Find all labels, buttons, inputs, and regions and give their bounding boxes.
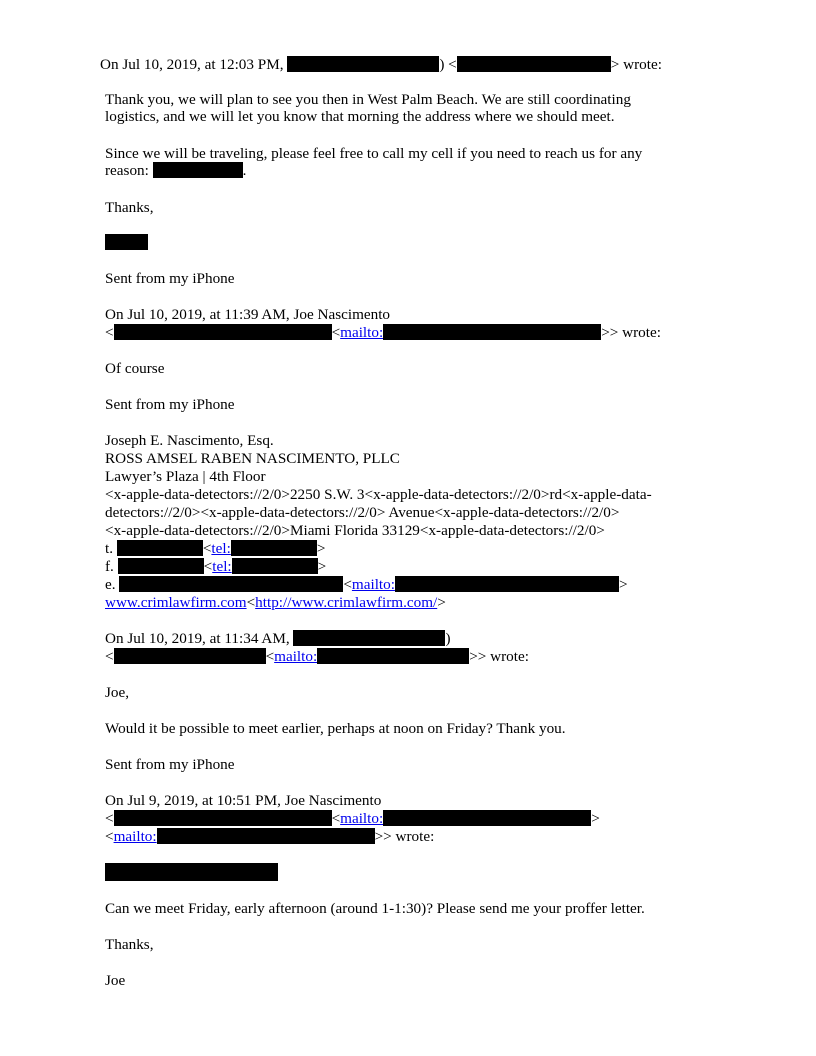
redaction-email — [317, 648, 469, 664]
signature-name: Joseph E. Nascimento, Esq. — [105, 432, 274, 449]
signature-address-line: <x-apple-data-detectors://2/0>2250 S.W. 3<x-apple-data-detectors://2/0>rd<x-apple-data- — [105, 486, 652, 503]
redaction-email — [119, 576, 343, 592]
email1-sent-from: Sent from my iPhone — [105, 270, 235, 287]
mailto-link[interactable]: mailto: — [113, 828, 157, 845]
mailto-link[interactable]: mailto: — [274, 648, 318, 665]
signature-suite: Lawyer’s Plaza | 4th Floor — [105, 468, 266, 485]
redaction-phone — [231, 540, 317, 556]
email3-header-address: < <mailto: >> wrote: — [105, 648, 529, 665]
email1-thanks: Thanks, — [105, 199, 154, 216]
email3-sent-from: Sent from my iPhone — [105, 756, 235, 773]
email3-body: Would it be possible to meet earlier, perhaps at noon on Friday? Thank you. — [105, 720, 566, 737]
email2-body: Of course — [105, 360, 165, 377]
mailto-link[interactable]: mailto: — [351, 576, 395, 593]
redaction-phone — [153, 162, 243, 178]
redaction-sender-name — [293, 630, 445, 646]
email1-body-line: Thank you, we will plan to see you then in West Palm Beach. We are still coordinating — [105, 91, 631, 108]
redaction-email — [395, 576, 619, 592]
signature-firm: ROSS AMSEL RABEN NASCIMENTO, PLLC — [105, 450, 400, 467]
signature-address-line: detectors://2/0><x-apple-data-detectors://2/0> Avenue<x-apple-data-detectors://2/0> — [105, 504, 620, 521]
email1-header: On Jul 10, 2019, at 12:03 PM, ) < > wrote: — [100, 56, 662, 73]
signature-website: www.crimlawfirm.com<http://www.crimlawfirm.com/> — [105, 594, 446, 611]
redaction-email — [114, 810, 332, 826]
redaction-fax — [232, 558, 318, 574]
email4-header-mailto: <mailto: >> wrote: — [105, 828, 435, 845]
website-link[interactable]: www.crimlawfirm.com — [105, 594, 247, 611]
email1-body-line: reason: . — [105, 162, 247, 179]
email4-thanks: Thanks, — [105, 936, 154, 953]
redaction-email — [383, 324, 601, 340]
signature-address-line: <x-apple-data-detectors://2/0>Miami Florida 33129<x-apple-data-detectors://2/0> — [105, 522, 605, 539]
email1-body-line: Since we will be traveling, please feel free to call my cell if you need to reach us for any — [105, 145, 643, 162]
website-url-link[interactable]: http://www.crimlawfirm.com/ — [255, 594, 438, 611]
email4-header-address: < <mailto: > — [105, 810, 600, 827]
email3-header: On Jul 10, 2019, at 11:34 AM, ) — [105, 630, 451, 647]
mailto-link[interactable]: mailto: — [340, 810, 384, 827]
signature-email: e. <mailto: > — [105, 576, 628, 593]
redaction-email — [114, 324, 332, 340]
signature-fax: f. <tel: > — [105, 558, 327, 575]
email3-greeting: Joe, — [105, 684, 130, 701]
email2-header: On Jul 10, 2019, at 11:39 AM, Joe Nascimento — [105, 306, 391, 323]
mailto-link[interactable]: mailto: — [340, 324, 384, 341]
email4-body: Can we meet Friday, early afternoon (around 1-1:30)? Please send me your proffer letter. — [105, 900, 645, 917]
redaction-email — [114, 648, 266, 664]
redaction-email — [157, 828, 375, 844]
email4-header: On Jul 9, 2019, at 10:51 PM, Joe Nascimento — [105, 792, 382, 809]
tel-link[interactable]: tel: — [212, 558, 232, 575]
email4-signoff: Joe — [105, 972, 126, 989]
redaction-signature-name — [105, 234, 148, 250]
redaction-email — [383, 810, 591, 826]
redaction-fax — [118, 558, 204, 574]
email1-body-line: logistics, and we will let you know that morning the address where we should meet. — [105, 108, 615, 125]
signature-telephone: t. <tel: > — [105, 540, 326, 557]
redaction-phone — [117, 540, 203, 556]
email2-sent-from: Sent from my iPhone — [105, 396, 235, 413]
tel-link[interactable]: tel: — [211, 540, 231, 557]
redaction-greeting — [105, 863, 278, 881]
redaction-sender-email — [457, 56, 611, 72]
redaction-sender-name — [287, 56, 439, 72]
email2-header-address: < <mailto: >> wrote: — [105, 324, 661, 341]
